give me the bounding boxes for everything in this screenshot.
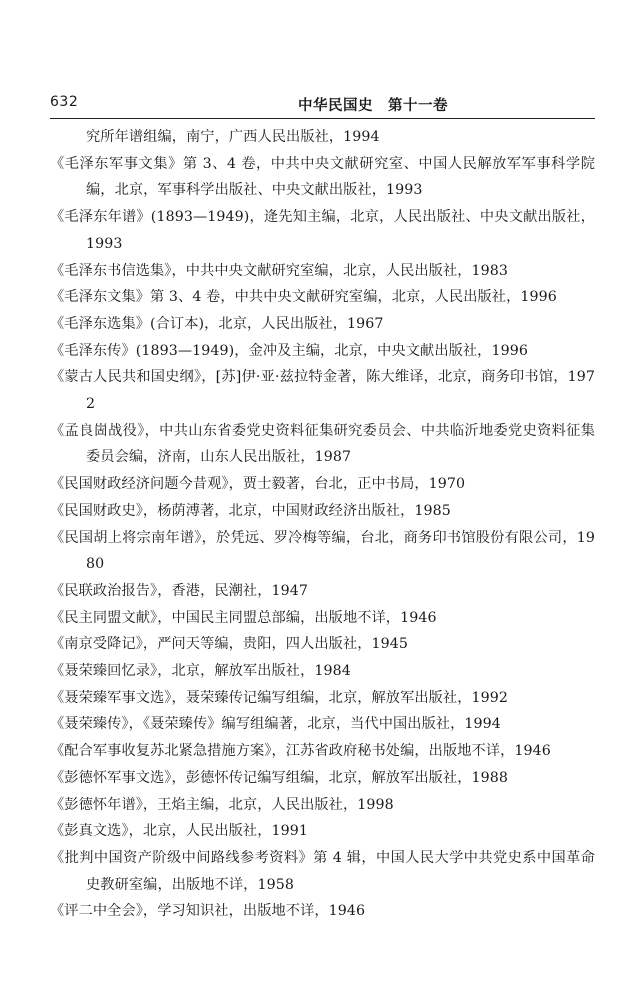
- bibliography-entry: 《毛泽东文集》第 3、4 卷，中共中央文献研究室编，北京，人民出版社，1996: [50, 289, 557, 306]
- header-rule: [50, 118, 595, 119]
- bibliography-entry-continued: 究所年谱组编，南宁，广西人民出版社，1994: [86, 129, 380, 145]
- bibliography-entry: 《彭德怀年谱》，王焰主编，北京，人民出版社，1998: [50, 796, 394, 813]
- bibliography-entry: 《配合军事收复苏北紧急措施方案》，江苏省政府秘书处编，出版地不详，1946: [50, 743, 551, 760]
- bibliography-entry: 《孟良崮战役》，中共山东省委党史资料征集研究委员会、中共临沂地委党史资料征集委员会编，济南，山东人民出版社，1987: [50, 422, 595, 466]
- page-number: 632: [50, 94, 79, 110]
- bibliography-entry: 《彭德怀军事文选》，彭德怀传记编写组编，北京，解放军出版社，1988: [50, 769, 509, 786]
- bibliography-entry: 《民联政治报告》，香港，民潮社，1947: [50, 582, 309, 599]
- bibliography-entry: 《聂荣臻回忆录》，北京，解放军出版社，1984: [50, 663, 351, 680]
- bibliography-entry: 《批判中国资产阶级中间路线参考资料》第 4 辑，中国人民大学中共党史系中国革命史教研室编，出版地不详，1958: [50, 849, 595, 893]
- bibliography-entry: 《毛泽东传》(1893—1949)，金冲及主编，北京，中央文献出版社，1996: [50, 342, 528, 359]
- bibliography-entry: 《毛泽东书信选集》，中共中央文献研究室编，北京，人民出版社，1983: [50, 262, 509, 279]
- bibliography-entry: 《民主同盟文献》，中国民主同盟总部编，出版地不详，1946: [50, 609, 437, 626]
- bibliography-entry: 《彭真文选》，北京，人民出版社，1991: [50, 823, 309, 840]
- running-title: 中华民国史 第十一卷: [298, 97, 448, 114]
- bibliography-entry: 《南京受降记》，严问天等编，贵阳，四人出版社，1945: [50, 636, 409, 653]
- bibliography-entry: 《毛泽东年谱》(1893—1949)，逄先知主编，北京，人民出版社、中央文献出版社，1993: [50, 209, 595, 252]
- bibliography-entry: 《民国财政史》，杨荫溥著，北京，中国财政经济出版社，1985: [50, 502, 451, 519]
- bibliography-entry: 《民国胡上将宗南年谱》，於凭远、罗冷梅等编，台北，商务印书馆股份有限公司，1980: [50, 529, 595, 573]
- bibliography-entry: 《聂荣臻传》，《聂荣臻传》编写组编著，北京，当代中国出版社，1994: [50, 716, 501, 733]
- bibliography-entry: 《评二中全会》，学习知识社，出版地不详，1946: [50, 903, 366, 920]
- bibliography-entry: 《民国财政经济问题今昔观》，贾士毅著，台北，正中书局，1970: [50, 476, 466, 493]
- bibliography-entry: 《蒙古人民共和国史纲》，[苏]伊·亚·兹拉特金著，陈大维译，北京，商务印书馆，1972: [50, 369, 595, 413]
- bibliography-entry: 《聂荣臻军事文选》，聂荣臻传记编写组编，北京，解放军出版社，1992: [50, 689, 509, 706]
- page-header: [50, 94, 595, 116]
- bibliography-entry: 《毛泽东军事文集》第 3、4 卷，中共中央文献研究室、中国人民解放军军事科学院编，北京，军事科学出版社、中央文献出版社，1993: [50, 155, 595, 199]
- bibliography-entry: 《毛泽东选集》(合订本)，北京，人民出版社，1967: [50, 315, 384, 332]
- bibliography-list: [50, 124, 595, 925]
